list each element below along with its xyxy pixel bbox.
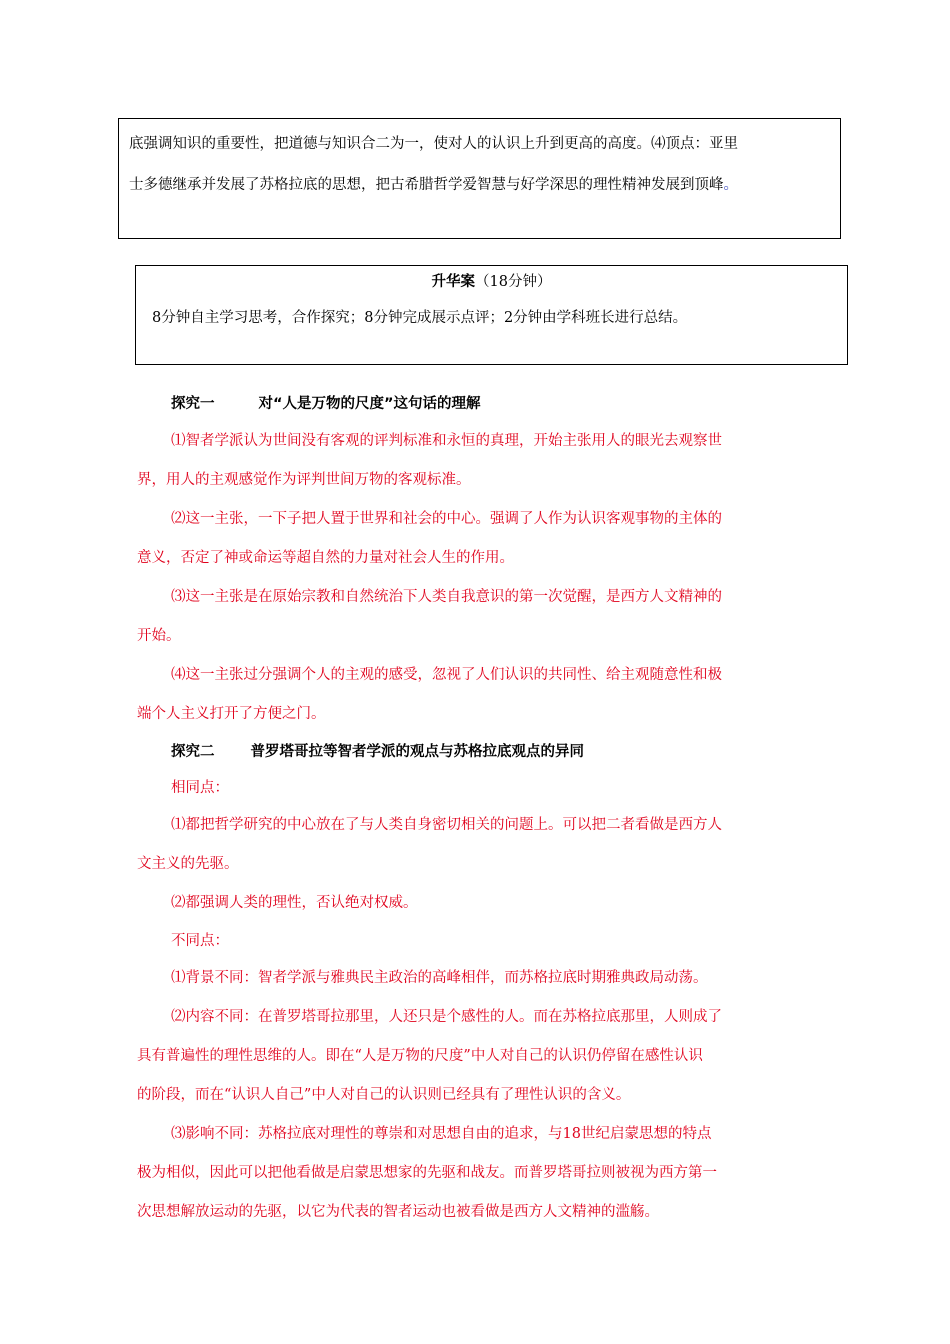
section-heading-1: [137, 386, 827, 422]
section-title: 对“人是万物的尺度”这句话的理解: [258, 396, 481, 412]
box-text-end: 。: [723, 177, 738, 193]
case-description: 8分钟自主学习思考，合作探究；8分钟完成展示点评；2分钟由学科班长进行总结。: [152, 310, 688, 326]
paragraph-line: ⑴背景不同：智者学派与雅典民主政治的高峰相伴，而苏格拉底时期雅典政局动荡。: [171, 970, 708, 986]
paragraph-line: 界，用人的主观感觉作为评判世间万物的客观标准。: [137, 472, 471, 488]
paragraph-line: ⑶这一主张是在原始宗教和自然统治下人类自我意识的第一次觉醒，是西方人文精神的: [171, 589, 722, 605]
paragraph-line: ⑵都强调人类的理性，否认绝对权威。: [171, 895, 418, 911]
paragraph-line: 文主义的先驱。: [137, 856, 239, 872]
shenghua-case-box: [135, 265, 848, 365]
different-points-label: 不同点：: [171, 933, 229, 949]
paragraph-line: ⑵内容不同：在普罗塔哥拉那里，人还只是个感性的人。而在苏格拉底那里，人则成了: [171, 1009, 722, 1025]
paragraph-line: ⑶影响不同：苏格拉底对理性的尊崇和对思想自由的追求，与18世纪启蒙思想的特点: [171, 1126, 712, 1142]
section-title: 普罗塔哥拉等智者学派的观点与苏格拉底观点的异同: [250, 744, 584, 760]
previous-answer-box: [118, 118, 841, 239]
paragraph-line: 次思想解放运动的先驱，以它为代表的智者运动也被看做是西方人文精神的滥觞。: [137, 1204, 659, 1220]
paragraph-line: 意义，否定了神或命运等超自然的力量对社会人生的作用。: [137, 550, 514, 566]
paragraph-line: 极为相似，因此可以把他看做是启蒙思想家的先驱和战友。而普罗塔哥拉则被视为西方第一: [137, 1165, 717, 1181]
paragraph-line: 开始。: [137, 628, 181, 644]
paragraph-line: ⑴智者学派认为世间没有客观的评判标准和永恒的真理，开始主张用人的眼光去观察世: [171, 433, 722, 449]
section-label: 探究一: [171, 396, 215, 412]
same-points-label: 相同点：: [171, 780, 229, 796]
paragraph-line: 具有普遍性的理性思维的人。即在“人是万物的尺度”中人对自己的认识仍停留在感性认识: [137, 1048, 703, 1064]
paragraph-line: ⑷这一主张过分强调个人的主观的感受，忽视了人们认识的共同性、给主观随意性和极: [171, 667, 722, 683]
case-title: [136, 270, 847, 294]
box-text-main: 士多德继承并发展了苏格拉底的思想，把古希腊哲学爱智慧与好学深思的理性精神发展到顶峰: [129, 177, 724, 193]
section-heading-2: [137, 734, 827, 770]
document-body: [137, 386, 827, 1232]
box-text-line: [129, 165, 830, 206]
paragraph-line: 端个人主义打开了方便之门。: [137, 706, 326, 722]
box-text-line: 底强调知识的重要性，把道德与知识合二为一，使对人的认识上升到更高的高度。⑷顶点：亚里: [129, 136, 738, 152]
paragraph-line: ⑵这一主张，一下子把人置于世界和社会的中心。强调了人作为认识客观事物的主体的: [171, 511, 722, 527]
paragraph-line: 的阶段，而在“认识人自己”中人对自己的认识则已经具有了理性认识的含义。: [137, 1087, 631, 1103]
paragraph-line: ⑴都把哲学研究的中心放在了与人类自身密切相关的问题上。可以把二者看做是西方人: [171, 817, 722, 833]
section-label: 探究二: [171, 744, 215, 760]
case-title-duration: （18分钟）: [475, 274, 552, 290]
case-title-bold: 升华案: [431, 274, 476, 290]
